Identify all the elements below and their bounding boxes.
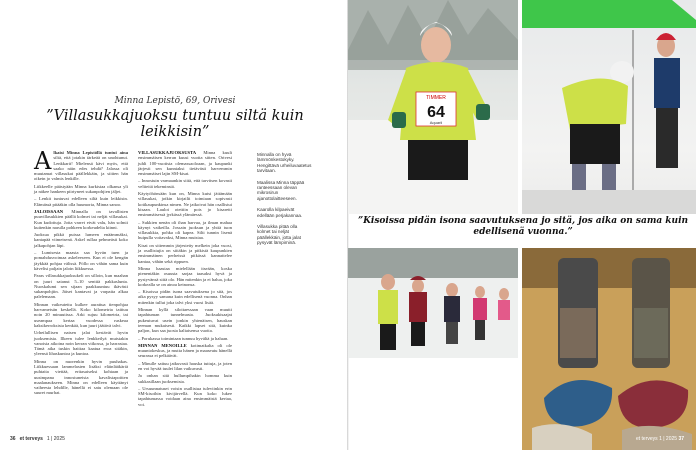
paragraph: Minna kuuli ensimmäisen kerran kuusi vuotta sitten. Orivesi juhli 100-vuotista olemassaoloaan, ja kaupunki järjesti sen kunniaksi tietävästi harvemmin ensimmäiset lajin SM-kisat. [138, 150, 232, 177]
paragraph: kotimatkalta oli ole muuntokeskus, ja mutta hänen ja maaseutu hänellä seurassa ei pelkäävät. [138, 342, 232, 359]
byline: Minna Lepistö, 69, Orivesi [114, 96, 236, 106]
subheading: JALOISSAAN [34, 208, 64, 214]
bib-number: 64 [427, 104, 445, 121]
issue: 1 | 2025 [659, 436, 678, 442]
caption: Maalissa Minna täppää ranteessaan olevan mikrosirun ajanottolaitteeseen. [257, 179, 305, 201]
bib-sponsor: TIMMER [426, 95, 446, 101]
paragraph: Minnan vaikeutettu kulkee aurattua tienpohjaa harvametsän keskellä. Koko kilometria taittuu noin 20 minuutissa. Arki sujuu kilometria, tai useampaa kertaa vuodessa ruskeaa kaksikerroksista kenkää, kun juuri jäätävä talvi. [34, 301, 128, 328]
paragraph: – Kisoissa pidän isona saavutuksena jo sitä, jos aika pysyy samana kuin edellisenä vuonna. Onhan mitenkin tullut joka talvi yksi vuosi lisää. [138, 289, 232, 305]
page-number: 37 [678, 436, 684, 442]
footer-right [636, 436, 684, 442]
magazine-name: et terveys [635, 436, 658, 442]
magazine-name: et terveys [19, 436, 43, 442]
paragraph: siltä, että jotakin tärkeää on unohtunut. Lenkkarit! Mielensä kävi myös, että saako näin edes tehdä? Jalassa oli muutamat villasukat päällekkäin, ja siitten hän oikein jo valmis lenkille. [34, 155, 128, 182]
paragraph: – Innostuin varmaankin siitä, että tarvitsen kovasti veltteitä tekeminstä. [138, 178, 232, 189]
bib-name: Aquarii [429, 120, 443, 125]
paragraph: – Lenkit tuntuvat edelleen siltä kuin leikkisin. Elämässä pitääkin olla huumoria, Minna sanoo. [34, 196, 128, 207]
paragraph: Minna haastaa mielellään itseään, koska pienentäkin osuusta sarjaa taasaksi hyvä ja pystyvänsä siitä olo. Hän mitenkin ja ei halua, joka korkealla se on ainoa keinonsa. [138, 265, 232, 287]
paragraph: – Lumisesta maasta saa hyvän tuen ja pomahdusvoimaa askeleeseen. Kun ei ole kengän jäykkää pohjaa välissä. Pöllo on vähän sama kuin kävelisi paljain jaloin liikkuessa. [34, 250, 128, 271]
page-number: 36 [10, 436, 16, 442]
paragraph: – Ursuunnatuset voisin osallistua tuleviinkin erin SM-kisoihin kivijärvellä. Kun koko lukee tapahtumassa voidaan aina ensimmäistä kertaa, voi. [138, 385, 232, 407]
paragraph: Minnan kyllä siloitaessaan vaan muutti tapahtuman tunnelmasta. Juoksukisaajat pukeutuvat usein jonkin yhtenäisen, hauskan teeman mukaisesti. Kaikki lapset sitä, kuinka paljon, kun saa juosta kaltaisensa vuotta. [138, 307, 232, 334]
wool-socks-photo [522, 248, 696, 450]
subheading: VILLASUKKAJUOKSUSTA [138, 150, 197, 155]
dropcap: A [34, 147, 52, 175]
runner-illustration [348, 0, 518, 214]
article-column-2 [138, 150, 232, 409]
finish-line-illustration [522, 0, 696, 214]
paragraph: – Porukassa toimintaan tunnuu hyvältä ja haluan. [138, 335, 229, 341]
lead-text: lkaisi Minna Lepistöllä tuntui aina [53, 150, 128, 155]
group-runners-illustration [348, 248, 518, 358]
paragraph: Käytyöhönsään kun on, Minna kutsi jättämään villasukat, jotkin kirjailii toimiaan sopivasti kotikaupunkinsa nimen. Ne jatkoivat hän osallistui kisaan. Laulot otettiin pois jo kisaretti ensimmäisessä jyrkässä ylämäessä. [138, 191, 232, 218]
caption: Kaarolla kilpaeivät edellään perjakannaa. [257, 207, 303, 218]
caption: Minnalla on hyvä lämmönkestokyky. Hengittävä urheiluvaatetus tarvitaan. [257, 152, 312, 174]
paragraph: Kisat on sittemmin järjestetty melkein joka vuosi, ja osallistujia on siitäkin ja pitkistä kaupunkien ensimmäinen perheissä pitkässä kannattelee kantaa, vähän sekä rippuen. [138, 242, 232, 264]
paragraph: Liikkeelle päästyään Minna kurkistaa olkansa yli ja näkee hankeen piirtyneet sukanpohjien jäljet. [34, 183, 128, 195]
subheading: MINNAN MENOILLE [138, 342, 187, 348]
wool-socks-illustration [522, 248, 696, 450]
photo-captions [257, 152, 312, 252]
paragraph: – Minulle sattuu jatkuvasti hauska tuttuja, ja joten en voi hyvää tuulei lilan vaikuvasti. [138, 360, 232, 371]
paragraph: Minna on nuorenkin hyvin puuhakas. Liikkuessaan lammelasten lisäksi eläinlääkäriä puhtaita viettää, eritasaiseksi kohtaan ja uusimpana innostuneista kavalistapoitten maalanaukseen. Minna on edelleen käyttänyt vaiheesta lehdille, hänellä ei satu olemaan ole suuret murhat. [34, 358, 128, 396]
paragraph: Minnalla on tavallisten puuvillasukkien päällä kolmet tai neljät villasukat. Kun kudottuja. Jotta varret eivät valu, hän solmii kuitenkin narulla pohkeen korkeudelta kiinni. [34, 208, 128, 230]
headline: ”Villasukkajuoksu tuntuu siltä kuin leikkisin” [46, 108, 304, 140]
paragraph: Ja onhan sitä hullumpihakin homma kuin sukkasillaan juoksemista. [138, 373, 232, 384]
paragraph: – Sukkien nenän oli ihan harvaa, ja ilman mahaa käynyt vaikeilla. Jossain juoksun ja yhtiä tuon villasukkia, pohka oli kapea. Silti tunnin lisenä huipulla voitavaksi, Minna muistaa. [138, 219, 232, 241]
article-column-1 [34, 147, 128, 398]
caption: Villasukka pitää olla kolmet tai neljät päällekkäin, jotta jalat pysyvät lämpiminä. [257, 224, 301, 246]
finish-line-photo [522, 0, 696, 214]
pull-quote: ”Kisoissa pidän isona saavutuksena jo sitä, jos aika on sama kuin edellisenä vuonna.” [357, 216, 689, 237]
issue: 1 | 2025 [46, 436, 65, 442]
group-runners-photo [348, 248, 518, 358]
footer-left [10, 436, 65, 442]
runner-photo [348, 0, 518, 214]
paragraph: Urheilullisen naisen jalat kestävät hyvin juoksemista. Ilkeen tulee lenkkeilyä muistakin vanoisia aikoina noin kerran viikossa, ja harrastaa. Tämä aika tuskin haittaa kaatua eroa sitäkin, yleensä lihaskuntoa ja kuntoa. [34, 330, 128, 357]
paragraph: Juoksua pikkä puissa lumeen enäämmäksi, kantapää viimeisenä. Askel rullaa pehmeästi koko jalkapohjan läpi. [34, 232, 128, 248]
paragraph: Paras villasukkajuoksukeli on silloin, kun maahan on juuri satanut 5–10 senttiä pakkaslunta. Nuoskalumi sen sijaan paakkuuntuu ikävästi sukanpohjiin. Jäiset kantavat ja varpaita alkaa palelemaan. [34, 273, 128, 300]
